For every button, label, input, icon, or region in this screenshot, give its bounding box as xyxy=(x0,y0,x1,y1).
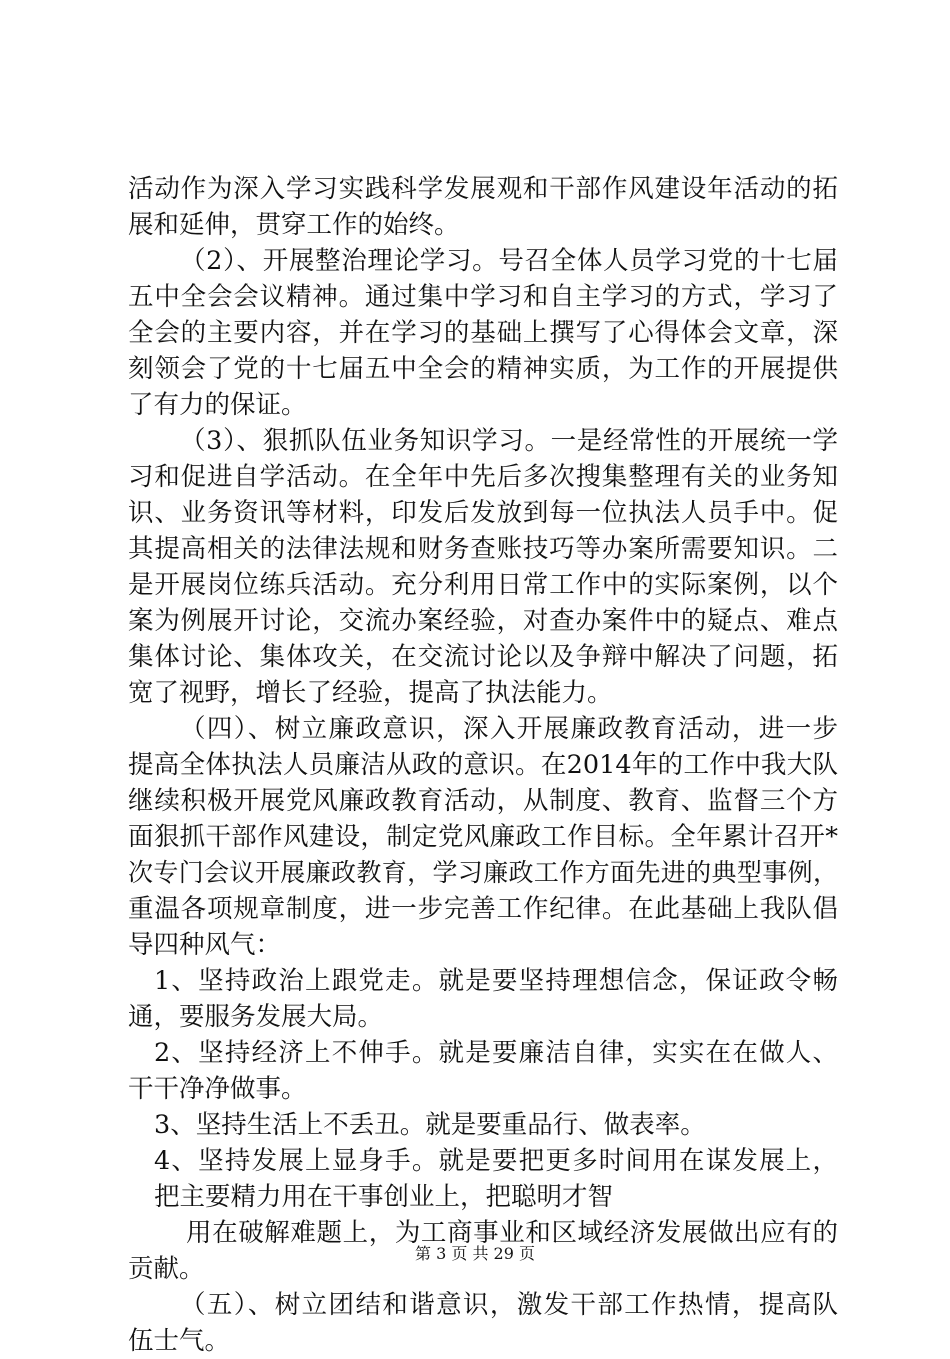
text-line: 1、坚持政治上跟党走。就是要坚持理想信念，保证政令畅 xyxy=(154,966,838,996)
text-line: （2）、开展整治理论学习。号召全体人员学习党的十七届 xyxy=(180,246,838,276)
text-line: 宽了视野，增长了经验，提高了执法能力。 xyxy=(128,678,613,708)
text-line: 识、业务资讯等材料，印发后发放到每一位执法人员手中。促 xyxy=(128,498,838,528)
text-line: 活动作为深入学习实践科学发展观和干部作风建设年活动的拓 xyxy=(128,174,838,204)
text-line: 五中全会会议精神。通过集中学习和自主学习的方式，学习了 xyxy=(128,282,838,312)
text-line: 通，要服务发展大局。 xyxy=(128,1002,384,1032)
text-line: 贡献。 xyxy=(128,1254,205,1284)
text-line: 案为例展开讨论，交流办案经验，对查办案件中的疑点、难点 xyxy=(128,606,838,636)
document-body xyxy=(128,171,838,1359)
page-footer xyxy=(0,1244,950,1264)
text-line: 干干净净做事。 xyxy=(128,1074,307,1104)
text-line: 重温各项规章制度，进一步完善工作纪律。在此基础上我队倡 xyxy=(128,894,838,924)
text-line: 3、坚持生活上不丢丑。就是要重品行、做表率。 xyxy=(154,1110,706,1140)
text-line: 次专门会议开展廉政教育，学习廉政工作方面先进的典型事例， xyxy=(128,858,838,887)
text-line: （四）、树立廉政意识，深入开展廉政教育活动，进一步 xyxy=(180,714,838,744)
text-line: 刻领会了党的十七届五中全会的精神实质，为工作的开展提供 xyxy=(128,354,838,384)
text-line: 集体讨论、集体攻关，在交流讨论以及争辩中解决了问题，拓 xyxy=(128,642,838,672)
text-line: 提高全体执法人员廉洁从政的意识。在2014年的工作中我大队 xyxy=(128,750,838,780)
page-number: 第 3 页 共 29 页 xyxy=(415,1244,535,1263)
text-line: 其提高相关的法律法规和财务查账技巧等办案所需要知识。二 xyxy=(128,534,838,564)
text-line: 导四种风气： xyxy=(128,930,282,960)
text-line: 4、坚持发展上显身手。就是要把更多时间用在谋发展上， xyxy=(154,1146,838,1176)
text-line: 伍士气。 xyxy=(128,1326,231,1356)
text-line: 继续积极开展党风廉政教育活动，从制度、教育、监督三个方 xyxy=(128,786,838,816)
text-line: 全会的主要内容，并在学习的基础上撰写了心得体会文章，深 xyxy=(128,318,838,348)
text-line: 展和延伸，贯穿工作的始终。 xyxy=(128,210,460,240)
text-line: （五）、树立团结和谐意识，激发干部工作热情，提高队 xyxy=(180,1290,838,1320)
text-line: 习和促进自学活动。在全年中先后多次搜集整理有关的业务知 xyxy=(128,462,838,492)
text-line: 面狠抓干部作风建设，制定党风廉政工作目标。全年累计召开* xyxy=(128,822,838,852)
text-line: 了有力的保证。 xyxy=(128,390,307,420)
text-line: 2、坚持经济上不伸手。就是要廉洁自律，实实在在做人、 xyxy=(154,1038,838,1068)
text-line: 把主要精力用在干事创业上，把聪明才智 xyxy=(154,1182,614,1212)
text-line: （3）、狠抓队伍业务知识学习。一是经常性的开展统一学 xyxy=(180,426,838,456)
text-line: 用在破解难题上，为工商事业和区域经济发展做出应有的 xyxy=(186,1218,838,1248)
text-line: 是开展岗位练兵活动。充分利用日常工作中的实际案例，以个 xyxy=(128,570,838,600)
